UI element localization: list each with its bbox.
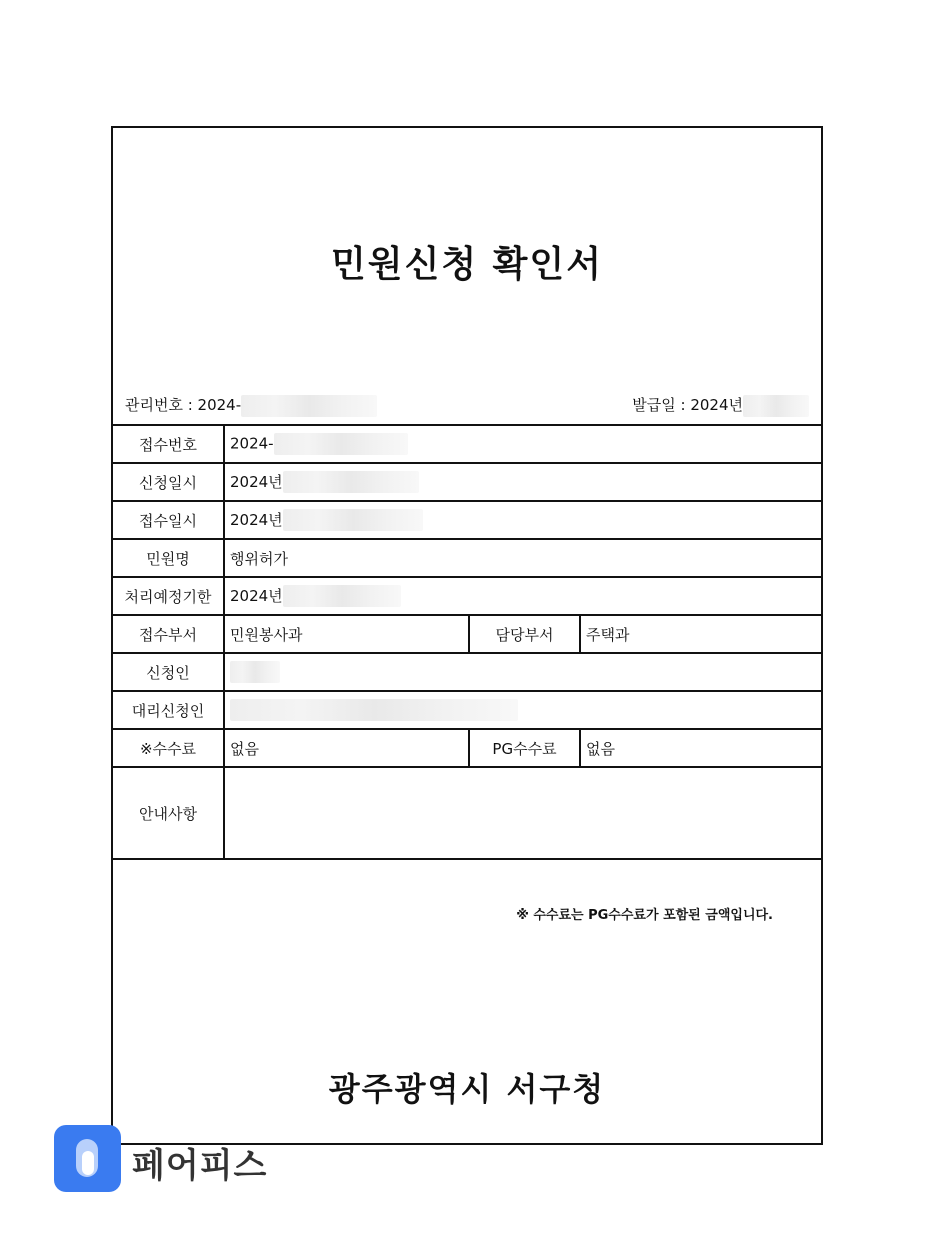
fee-value: 없음 bbox=[224, 729, 469, 767]
table-row bbox=[113, 577, 821, 615]
redacted-block bbox=[274, 433, 408, 455]
petition-name-label: 민원명 bbox=[113, 539, 224, 577]
redacted-block bbox=[283, 471, 419, 493]
processing-deadline-label: 처리예정기한 bbox=[113, 577, 224, 615]
guidance-value bbox=[224, 767, 821, 859]
redacted-block bbox=[743, 395, 809, 417]
processing-deadline-text: 2024년 bbox=[230, 586, 283, 605]
redacted-block bbox=[283, 509, 423, 531]
applicant-label: 신청인 bbox=[113, 653, 224, 691]
table-row bbox=[113, 501, 821, 539]
receiving-department-label: 접수부서 bbox=[113, 615, 224, 653]
redacted-block bbox=[241, 395, 377, 417]
issue-date-text: 발급일 : 2024년 bbox=[632, 396, 743, 414]
document-title: 민원신청 확인서 bbox=[331, 244, 603, 285]
fee-note: ※ 수수료는 PG수수료가 포함된 금액입니다. bbox=[516, 908, 773, 923]
info-table bbox=[113, 424, 821, 860]
document-form bbox=[111, 126, 823, 1145]
receipt-datetime-label: 접수일시 bbox=[113, 501, 224, 539]
logo-shape-inner bbox=[82, 1151, 94, 1175]
guidance-label: 안내사항 bbox=[113, 767, 224, 859]
redacted-block bbox=[283, 585, 401, 607]
table-row bbox=[113, 653, 821, 691]
redacted-block bbox=[230, 699, 518, 721]
table-row bbox=[113, 691, 821, 729]
table-row bbox=[113, 463, 821, 501]
table-row bbox=[113, 615, 821, 653]
processing-deadline-value bbox=[224, 577, 821, 615]
fee-label: ※수수료 bbox=[113, 729, 224, 767]
issuing-authority: 광주광역시 서구청 bbox=[328, 1070, 606, 1108]
application-datetime-label: 신청일시 bbox=[113, 463, 224, 501]
receipt-datetime-text: 2024년 bbox=[230, 510, 283, 529]
management-number-text: 관리번호 : 2024- bbox=[125, 396, 242, 414]
applicant-value bbox=[224, 653, 821, 691]
proxy-applicant-label: 대리신청인 bbox=[113, 691, 224, 729]
receipt-number-label: 접수번호 bbox=[113, 425, 224, 463]
redacted-block bbox=[230, 661, 280, 683]
pg-fee-value: 없음 bbox=[580, 729, 821, 767]
brand-name: 페어피스 bbox=[132, 1146, 268, 1186]
table-row bbox=[113, 539, 821, 577]
receiving-department-value: 민원봉사과 bbox=[224, 615, 469, 653]
receipt-datetime-value bbox=[224, 501, 821, 539]
table-row bbox=[113, 767, 821, 859]
proxy-applicant-value bbox=[224, 691, 821, 729]
application-datetime-value bbox=[224, 463, 821, 501]
receipt-number-text: 2024- bbox=[230, 434, 274, 453]
management-number bbox=[125, 394, 377, 417]
table-row bbox=[113, 729, 821, 767]
pg-fee-label: PG수수료 bbox=[469, 729, 580, 767]
issue-date bbox=[632, 394, 809, 417]
table-row bbox=[113, 425, 821, 463]
responsible-department-label: 담당부서 bbox=[469, 615, 580, 653]
petition-name-value: 행위허가 bbox=[224, 539, 821, 577]
application-datetime-text: 2024년 bbox=[230, 472, 283, 491]
brand-logo-icon bbox=[54, 1125, 121, 1192]
responsible-department-value: 주택과 bbox=[580, 615, 821, 653]
receipt-number-value bbox=[224, 425, 821, 463]
